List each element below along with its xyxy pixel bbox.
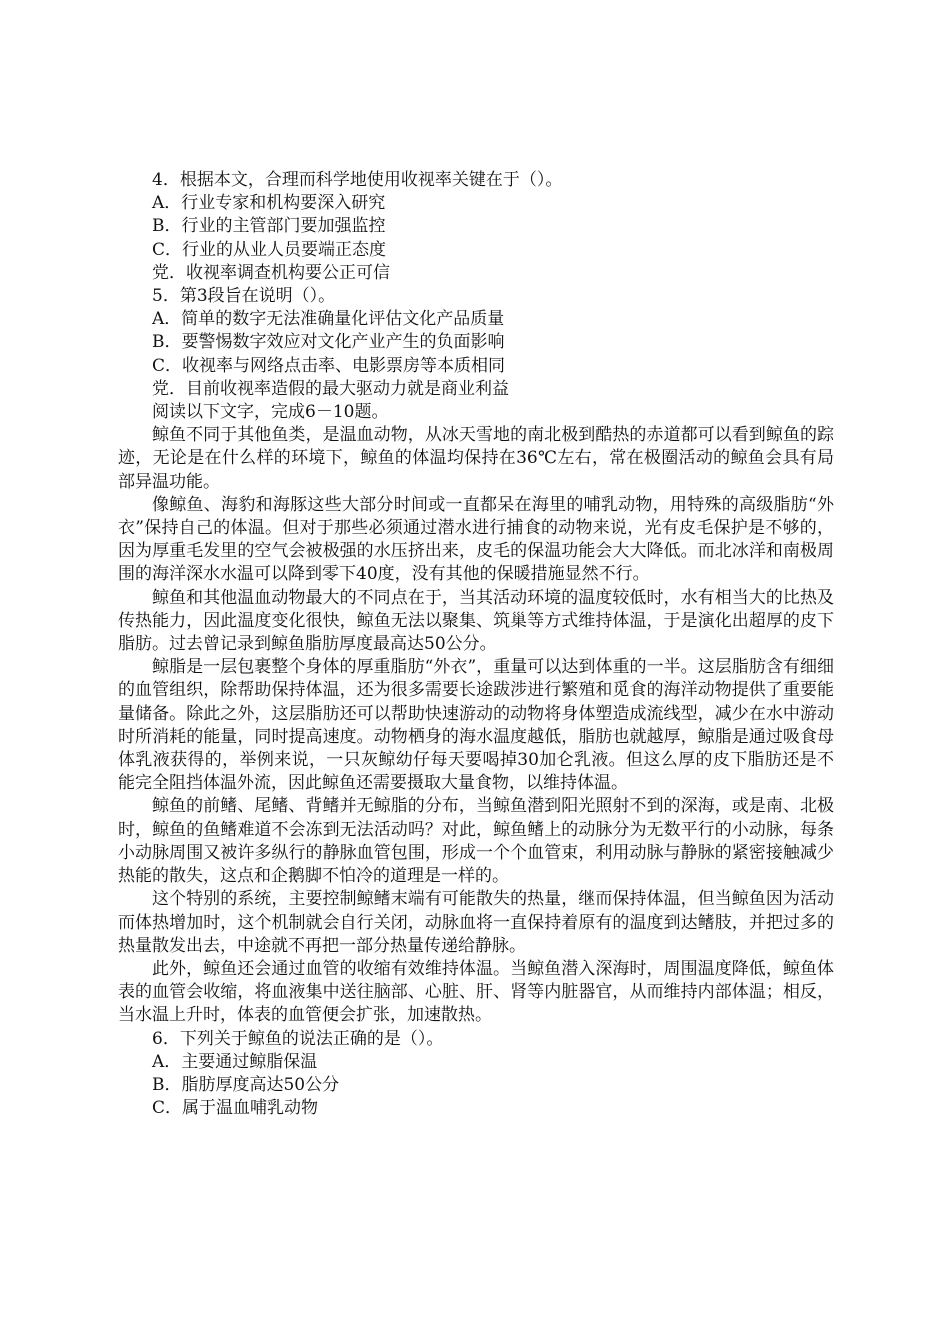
question-6-option-c: C．属于温血哺乳动物 — [152, 1098, 319, 1119]
question-4-option-d: 党．收视率调查机构要公正可信 — [152, 262, 390, 283]
passage-paragraph-4: 鲸脂是一层包裹整个身体的厚重脂肪“外衣”，重量可以达到体重的一半。这层脂肪含有细细的血管组织，除帮助保持体温，还为很多需要长途跋涉进行繁殖和觅食的海洋动物提供了重要能量储备。除此之外，这层脂肪还可以帮助快速游动的动物将身体塑造成流线型，减少在水中游动时所消耗的能量，同时提高速度。动物栖身的海水温度越低，脂肪也就越厚，鲸脂是通过吸食母体乳液获得的，举例来说，一只灰鲸幼仔每天要喝掉30加仑乳液。但这么厚的皮下脂肪还是不能完全阻挡体温外流，因此鲸鱼还需要摄取大量食物，以维持体温。 — [118, 657, 834, 794]
question-5-option-b: B．要警惕数字效应对文化产业产生的负面影响 — [152, 332, 505, 353]
question-4-stem: 4．根据本文，合理而科学地使用收视率关键在于（）。 — [152, 170, 563, 190]
document-body — [118, 169, 834, 1120]
passage-paragraph-3: 鲸鱼和其他温血动物最大的不同点在于，当其活动环境的温度较低时，水有相当大的比热及传热能力，因此温度变化很快，鲸鱼无法以聚集、筑巢等方式维持体温，于是演化出超厚的皮下脂肪。过去曾记录到鲸鱼脂肪厚度最高达50公分。 — [118, 587, 834, 655]
passage-paragraph-7: 此外，鲸鱼还会通过血管的收缩有效维持体温。当鲸鱼潜入深海时，周围温度降低，鲸鱼体表的血管会收缩，将血液集中送往脑部、心脏、肝、肾等内脏器官，从而维持内部体温；相反，当水温上升时，体表的血管便会扩张，加速散热。 — [118, 958, 834, 1026]
question-5-option-c: C．收视率与网络点击率、电影票房等本质相同 — [152, 355, 506, 376]
passage-paragraph-6: 这个特别的系统，主要控制鲸鳍末端有可能散失的热量，继而保持体温，但当鲸鱼因为活动而体热增加时，这个机制就会自行关闭，动脉血将一直保持着原有的温度到达鳍肢，并把过多的热量散发出去，中途就不再把一部分热量传递给静脉。 — [118, 889, 834, 956]
question-4-option-c: C．行业的从业人员要端正态度 — [152, 239, 387, 260]
passage-paragraph-5: 鲸鱼的前鳍、尾鳍、背鳍并无鲸脂的分布，当鲸鱼潜到阳光照射不到的深海，或是南、北极时，鲸鱼的鱼鳍难道不会冻到无法活动吗？对此，鲸鱼鳍上的动脉分为无数平行的小动脉，每条小动脉周围又被许多纵行的静脉血管包围，形成一个个血管束，利用动脉与静脉的紧密接触减少热能的散失，这点和企鹅脚不怕冷的道理是一样的。 — [118, 796, 834, 887]
question-6-stem: 6．下列关于鲸鱼的说法正确的是（）。 — [152, 1028, 444, 1049]
question-5-option-a: A．简单的数字无法准确量化评估文化产品质量 — [152, 309, 505, 330]
passage-paragraph-1: 鲸鱼不同于其他鱼类，是温血动物，从冰天雪地的南北极到酷热的赤道都可以看到鲸鱼的踪迹，无论是在什么样的环境下，鲸鱼的体温均保持在36℃左右，常在极圈活动的鲸鱼会具有局部异温功能。 — [118, 425, 834, 492]
reading-instruction: 阅读以下文字，完成6－10题。 — [152, 402, 389, 423]
question-4-option-a: A．行业专家和机构要深入研究 — [152, 193, 386, 214]
question-6-option-a: A．主要通过鲸脂保温 — [152, 1051, 318, 1072]
passage-paragraph-2: 像鲸鱼、海豹和海豚这些大部分时间或一直都呆在海里的哺乳动物，用特殊的高级脂肪“外衣”保持自己的体温。但对于那些必须通过潜水进行捕食的动物来说，光有皮毛保护是不够的，因为厚重毛发里的空气会被极强的水压挤出来，皮毛的保温功能会大大降低。而北冰洋和南极周围的海洋深水水温可以降到零下40度，没有其他的保暖措施显然不行。 — [118, 494, 834, 585]
question-6-option-b: B．脂肪厚度高达50公分 — [152, 1074, 340, 1095]
question-5-stem: 5．第3段旨在说明（）。 — [152, 286, 336, 307]
question-5-option-d: 党．目前收视率造假的最大驱动力就是商业利益 — [152, 378, 509, 399]
question-4-option-b: B．行业的主管部门要加强监控 — [152, 216, 386, 237]
